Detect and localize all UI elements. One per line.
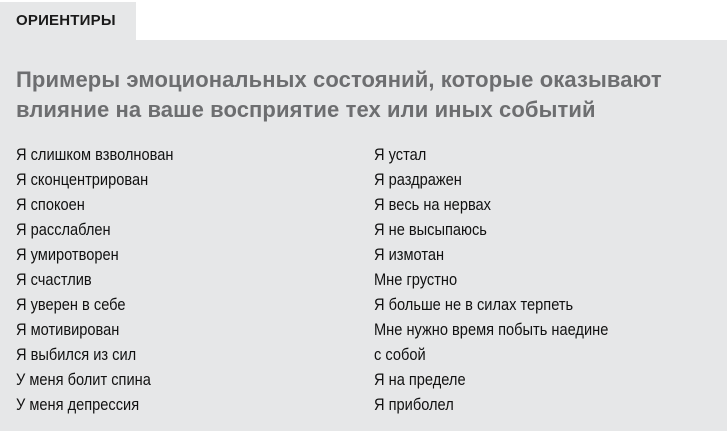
content-panel [0, 40, 727, 431]
list-item: Мне грустно [374, 270, 458, 289]
list-item: Я раздражен [374, 170, 462, 189]
list-item: Я умиротворен [16, 245, 119, 264]
list-item: У меня депрессия [16, 395, 140, 414]
list-item: Я не высыпаюсь [374, 220, 487, 239]
list-item: Я выбился из сил [16, 345, 137, 364]
list-item: Я мотивирован [16, 320, 120, 339]
list-item: Я устал [374, 145, 427, 164]
list-item: Я на пределе [374, 370, 466, 389]
list-item: Я спокоен [16, 195, 85, 214]
list-item: Я больше не в силах терпеть [374, 295, 574, 314]
left-list [16, 142, 199, 417]
list-item: Я сконцентрирован [16, 170, 149, 189]
list-item: Мне нужно время побыть наедине [374, 320, 609, 339]
tab-label: ОРИЕНТИРЫ [16, 12, 116, 29]
list-item: с собой [374, 345, 426, 364]
right-list [374, 142, 646, 417]
list-item: Я измотан [374, 245, 445, 264]
section-title: Примеры эмоциональных состояний, которые оказывают влияние на ваше восприятие тех или иных событий [16, 67, 662, 122]
list-item: Я уверен в себе [16, 295, 126, 314]
list-item: Я весь на нервах [374, 195, 492, 214]
list-item: У меня болит спина [16, 370, 151, 389]
section-tab [0, 2, 136, 40]
list-item: Я расслаблен [16, 220, 111, 239]
list-item: Я слишком взволнован [16, 145, 174, 164]
list-item: Я счастлив [16, 270, 92, 289]
list-item: Я приболел [374, 395, 454, 414]
